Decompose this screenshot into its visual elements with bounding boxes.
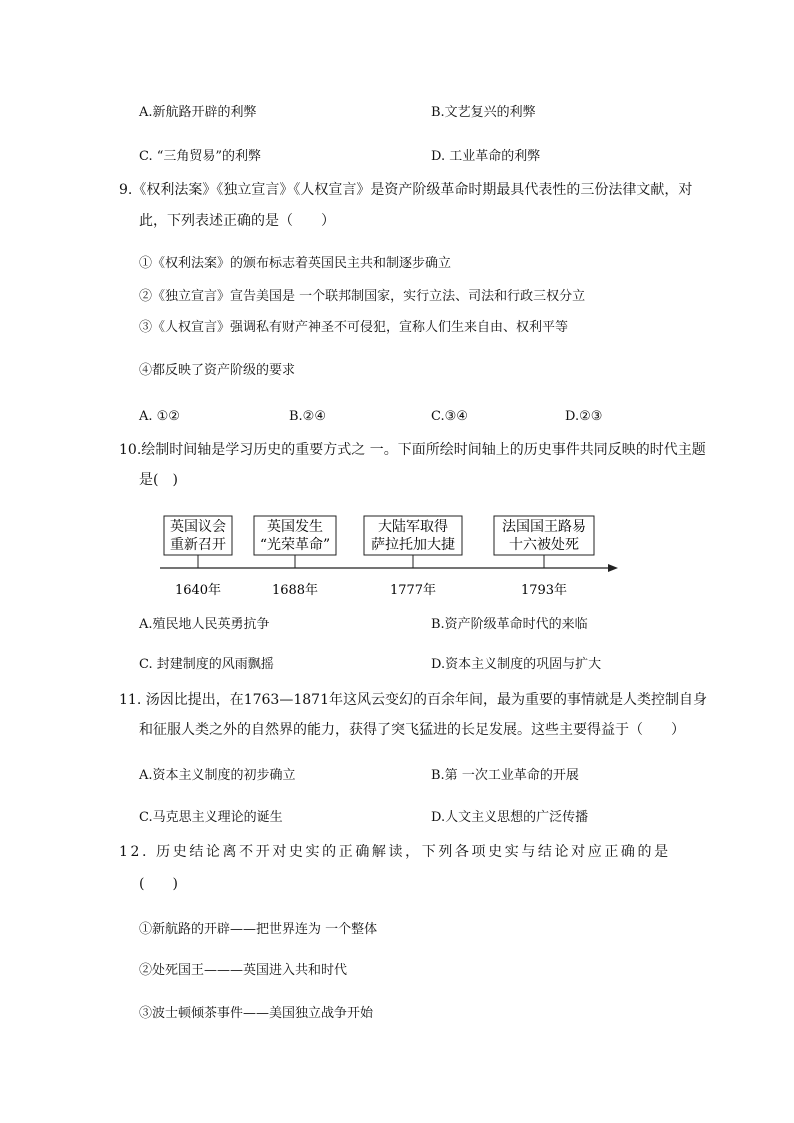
q11-option-d: D.人文主义思想的广泛传播	[431, 810, 589, 825]
q11-option-c: C.马克思主义理论的诞生	[139, 810, 283, 825]
event-4-line2: 十六被处死	[509, 537, 579, 553]
q11-option-a: A.资本主义制度的初步确立	[139, 768, 296, 783]
q11-stem-line2: 和征服人类之外的自然界的能力，获得了突飞猛进的长足发展。这些主要得益于（ ）	[139, 722, 685, 738]
q9-option-c: C.③④	[431, 409, 468, 424]
event-2-year: 1688年	[271, 583, 319, 598]
q9-item-4: ④都反映了资产阶级的要求	[139, 363, 296, 378]
q10-stem-line2: 是( )	[139, 472, 178, 488]
q9-option-d: D.②③	[565, 409, 603, 424]
q11-stem-line1: 11. 汤因比提出，在1763—1871年这风云变幻的百余年间，最为重要的事情就是人类控制自身	[119, 692, 707, 708]
q8-option-a: A.新航路开辟的利弊	[139, 105, 257, 120]
event-1-line2: 重新召开	[170, 537, 226, 553]
q10-option-c: C. 封建制度的风雨飘摇	[139, 657, 274, 672]
q9-item-2: ②《独立宣言》宣告美国是 一个联邦制国家，实行立法、司法和行政三权分立	[139, 289, 586, 304]
event-1-line1: 英国议会	[170, 519, 226, 535]
q10-stem-line1: 10.绘制时间轴是学习历史的重要方式之 一。下面所绘时间轴上的历史事件共同反映的时代主题	[119, 442, 706, 458]
q12-item-3: ③波士顿倾茶事件——美国独立战争开始	[139, 1006, 374, 1021]
event-2-line1: 英国发生	[267, 519, 323, 535]
q10-option-d: D.资本主义制度的巩固与扩大	[431, 657, 602, 672]
timeline-arrow-icon	[608, 564, 618, 572]
event-2-line2: “光荣革命”	[259, 537, 331, 553]
event-3-year: 1777年	[389, 583, 437, 598]
q9-stem-line1: 9.《权利法案》《独立宣言》《人权宣言》是资产阶级革命时期最具代表性的三份法律文献，对	[119, 182, 693, 198]
event-3-line2: 萨拉托加大捷	[371, 537, 455, 553]
q8-option-b: B.文艺复兴的利弊	[431, 105, 536, 120]
q10-option-a: A.殖民地人民英勇抗争	[139, 617, 270, 632]
q9-stem-line2: 此，下列表述正确的是（ ）	[139, 213, 335, 229]
q9-option-b: B.②④	[289, 409, 326, 424]
event-1-year: 1640年	[174, 583, 222, 598]
q8-option-c: C. “三角贸易”的利弊	[139, 149, 262, 164]
q9-item-1: ①《权利法案》的颁布标志着英国民主共和制逐步确立	[139, 256, 452, 271]
q10-option-b: B.资产阶级革命时代的来临	[431, 617, 588, 632]
q12-item-1: ①新航路的开辟——把世界连为 一个整体	[139, 922, 378, 937]
q9-option-a: A. ①②	[139, 409, 180, 424]
q8-option-d: D. 工业革命的利弊	[431, 149, 541, 164]
q12-item-2: ②处死国王———英国进入共和时代	[139, 963, 348, 978]
event-3-line1: 大陆军取得	[378, 519, 448, 535]
q12-stem-line1: 12. 历史结论离不开对史实的正确解读，下列各项史实与结论对应正确的是	[119, 844, 671, 860]
event-4-year: 1793年	[520, 583, 568, 598]
timeline-figure	[150, 508, 630, 608]
event-4-line1: 法国国王路易	[502, 519, 586, 535]
q12-stem-line2: ( )	[139, 876, 178, 892]
q9-item-3: ③《人权宣言》强调私有财产神圣不可侵犯，宣称人们生来自由、权利平等	[139, 320, 569, 335]
q11-option-b: B.第 一次工业革命的开展	[431, 768, 579, 783]
